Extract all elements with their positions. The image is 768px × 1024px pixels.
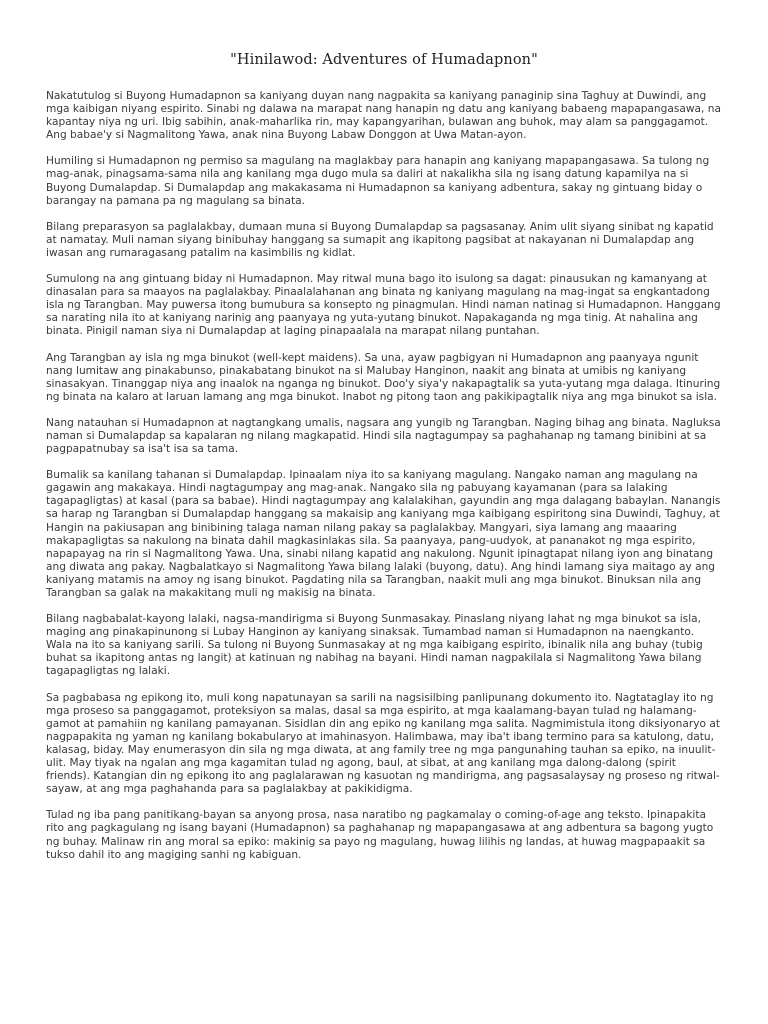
- paragraph-3: Bilang preparasyon sa paglalakbay, dumaan muna si Buyong Dumalapdap sa pagsasanay. Anim ulit siyang sinibat ng kapatid at namatay. Muli naman siyang binibuhay hanggang sa sumapit ang ikapitong pagsibat at nakayanan ni Dumalapdap ang iwasan ang rumaragasang patalim na kasimbilis ng kidlat.: [46, 220, 714, 259]
- paragraph-10: Tulad ng iba pang panitikang-bayan sa anyong prosa, nasa naratibo ng pagkamalay o coming-of-age ang teksto. Ipinapakita rito ang pagkagulang ng isang bayani (Humadapnon) sa paghahanap ng mapapangasawa at ang adbentura sa bagong yugto ng buhay. Malinaw rin ang moral sa epiko: makinig sa payo ng magulang, huwag lilihis ng landas, at huwag magpapaakit sa tukso dahil ito ang magiging sanhi ng kabiguan.: [46, 809, 714, 861]
- paragraph-4: Sumulong na ang gintuang biday ni Humadapnon. May ritwal muna bago ito isulong sa dagat: pinausukan ng kamanyang at dinasalan para sa maayos na paglalakbay. Pinaalalahanan ang binata ng kaniyang magulang na mag-ingat sa engkantadong isla ng Tarangban. May puwersa itong bumubura sa konsepto ng pinagmulan. Hindi naman natinag si Humadapnon. Hanggang sa narating nila ito at kaniyang narinig ang paanyaya ng yuta-yutang binukot. Napakaganda ng mga tinig. At nahalina ang binata. Pinigil naman siya ni Dumalapdap at laging pinapaalala na marapat nilang puntahan.: [46, 273, 721, 338]
- paragraph-8: Bilang nagbabalat-kayong lalaki, nagsa-mandirigma si Buyong Sunmasakay. Pinaslang niyang lahat ng mga binukot sa isla, maging ang pinakapinunong si Lubay Hanginon ay kaniyang sinaksak. Tumambad naman si Humadapnon na naengkanto. Wala na ito sa kaniyang sarili. Sa tulong ni Buyong Sunmasakay at ng mga kaibigang espirito, ibinalik nila ang buhay (tubig buhat sa ikapitong antas ng langit) at katinuan ng nabihag na bayani. Hindi naman nagpakilala si Nagmalitong Yawa bilang tagapagligtas ng lalaki.: [46, 613, 703, 678]
- paragraph-5: Ang Tarangban ay isla ng mga binukot (well-kept maidens). Sa una, ayaw pagbigyan ni Humadapnon ang paanyaya ngunit nang lumitaw ang pinakabunso, pinakabatang binukot na si Malubay Hanginon, naakit ang binata at umibis ng kaniyang sinasakyan. Tinanggap niya ang inaalok na nganga ng binukot. Doo'y siya'y nakapagtalik sa yuta-yutang mga dalaga. Itinuring ng binata na kalaro at laruan lamang ang mga binukot. Inabot ng pitong taon ang pakikipagtalik niya ang mga binukot sa isla.: [46, 351, 721, 403]
- paragraph-7: Bumalik sa kanilang tahanan si Dumalapdap. Ipinaalam niya ito sa kaniyang magulang. Nangako naman ang magulang na gagawin ang makakaya. Hindi nagtagumpay ang mag-anak. Nangako sila ng pabuyang kayamanan (para sa lalaking tagapagligtas) at kasal (para sa babae). Hindi nagtagumpay ang kalalakihan, gayundin ang mga dalagang babaylan. Nanangis sa harap ng Tarangban si Dumalapdap hanggang sa makaisip ang kaniyang mga kaibigang espiritong sina Duwindi, Taghuy, at Hangin na pakiusapan ang binibining talaga naman nilang pakay sa paglalakbay. Mangyari, siya lamang ang maaaring makapagligtas sa nakulong na binata dahil magkasinlakas sila. Sa paanyaya, pang-uudyok, at pananakot ng mga espirito, napapayag na rin si Nagmalitong Yawa. Una, sinabi nilang kapatid ang nakulong. Ngunit ipinagtapat nilang iyon ang binatang ang diwata ang pakay. Nagbalatkayo si Nagmalitong Yawa bilang lalaki (buyong, datu). Ang hindi lamang siya maitago ay ang kaniyang matamis na amoy ng isang binukot. Pagdating nila sa Tarangban, naakit muli ang mga binukot. Binuksan nila ang Tarangban sa galak na makakitang muli ng makisig na binata.: [46, 469, 721, 599]
- paragraph-2: Humiling si Humadapnon ng permiso sa magulang na maglakbay para hanapin ang kaniyang mapapangasawa. Sa tulong ng mag-anak, pinagsama-sama nila ang kanilang mga dugo mula sa daliri at nakalikha sila ng isang datung kapamilya na si Buyong Dumalapdap. Si Dumalapdap ang makakasama ni Humadapnon sa kaniyang adbentura, sakay ng gintuang biday o barangay na pamana pa ng magulang sa binata.: [46, 155, 710, 207]
- paragraph-1: Nakatutulog si Buyong Humadapnon sa kaniyang duyan nang nagpakita sa kaniyang panaginip sina Taghuy at Duwindi, ang mga kaibigan niyang espirito. Sinabi ng dalawa na marapat nang hanapin ng datu ang kaniyang babaeng mapapangasawa, na kapantay niya ng uri. Ibig sabihin, anak-maharlika rin, may kapangyarihan, bulawan ang buhok, may alam sa panggagamot. Ang babae'y si Nagmalitong Yawa, anak nina Buyong Labaw Donggon at Uwa Matan-ayon.: [46, 90, 721, 142]
- document-title: "Hinilawod: Adventures of Humadapnon": [230, 52, 538, 68]
- paragraph-6: Nang natauhan si Humadapnon at nagtangkang umalis, nagsara ang yungib ng Tarangban. Naging bihag ang binata. Nagluksa naman si Dumalapdap sa kapalaran ng nilang magkapatid. Hindi sila nagtagumpay sa paghahanap ng tamang binibini at sa pagpapatnubay sa isa't isa sa tama.: [46, 416, 721, 456]
- paragraph-9: Sa pagbabasa ng epikong ito, muli kong napatunayan sa sarili na nagsisilbing panlipunang dokumento ito. Nagtataglay ito ng mga proseso sa panggagamot, proteksiyon sa malas, dasal sa mga espirito, at mga kaalamang-bayan tulad ng halamang-gamot at pamahiin ng kanilang pamayanan. Sisidlan din ang epiko ng kanilang mga salita. Nagmimistula itong diksiyonaryo at nagpapakita ng yaman ng kanilang bokabularyo at imahinasyon. Halimbawa, may iba't ibang termino para sa katulong, datu, kalasag, biday. May enumerasyon din sila ng mga diwata, at ang family tree ng mga pangunahing tauhan sa epiko, na inuulit-ulit. May tiyak na ngalan ang mga kagamitan tulad ng agong, baul, at sibat, at ang kanilang mga dalong-dalong (spirit friends). Katangian din ng epikong ito ang paglalarawan ng kasuotan ng mandirigma, ang pagsasalaysay ng proseso ng ritwal-sayaw, at ang mga paghahanda para sa paglalakbay at pakikidigma.: [46, 691, 720, 796]
